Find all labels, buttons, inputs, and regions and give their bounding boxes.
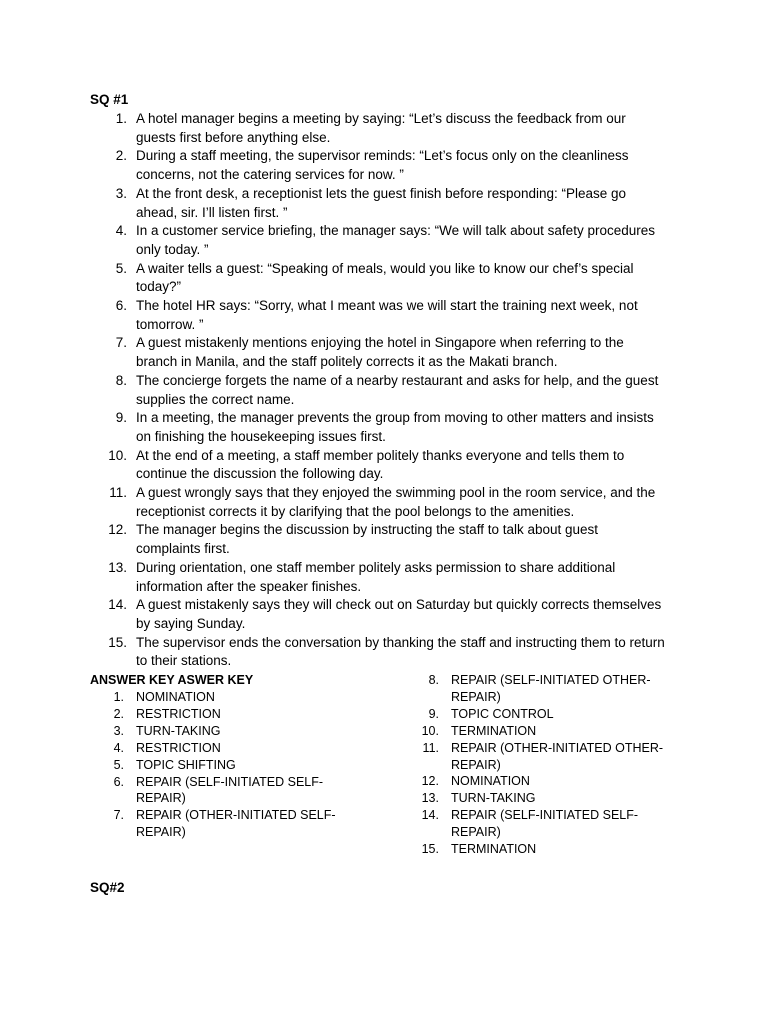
question-item-text-line: receptionist corrects it by clarifying that the pool belongs to the amenities.: [136, 503, 575, 519]
question-item-text-line: information after the speaker finishes.: [136, 578, 362, 594]
question-item: [90, 409, 690, 446]
answer-item-number: 7.: [113, 808, 124, 823]
answer-item: [90, 723, 390, 740]
question-item-text-line: At the front desk, a receptionist lets the guest finish before responding: “Please go: [136, 185, 627, 201]
question-item-text-line: The concierge forgets the name of a nearby restaurant and asks for help, and the guest: [136, 372, 659, 388]
question-item-text-line: complaints first.: [136, 541, 230, 557]
question-item-text-line: A guest wrongly says that they enjoyed the swimming pool in the room service, and the: [136, 485, 656, 501]
sq2-heading: SQ#2: [90, 880, 125, 895]
answer-item-number: 5.: [113, 757, 124, 772]
question-item: [90, 297, 690, 334]
question-item-number: 14.: [108, 597, 127, 613]
question-item-number: 13.: [108, 559, 127, 575]
answer-item-text-line: TERMINATION: [451, 842, 537, 857]
answer-item-number: 12.: [421, 774, 439, 789]
answer-item-text-line: REPAIR (SELF-INITIATED OTHER-: [451, 673, 651, 687]
answer-item: [405, 723, 705, 740]
answer-item: [405, 790, 705, 807]
answer-item-text-line: RESTRICTION: [136, 706, 221, 721]
answer-item-number: 15.: [421, 842, 439, 857]
answer-item-text-line: REPAIR): [451, 689, 501, 704]
question-item: [90, 222, 690, 259]
question-item: [90, 185, 690, 222]
question-item: [90, 447, 690, 484]
answer-item: [90, 774, 390, 808]
question-item-number: 10.: [108, 447, 127, 463]
answer-item: [90, 706, 390, 723]
answer-item-text-line: NOMINATION: [451, 774, 530, 789]
question-item: [90, 147, 690, 184]
answer-item-number: 2.: [113, 706, 124, 721]
answer-item-number: 9.: [428, 706, 439, 721]
answer-item: [90, 807, 390, 841]
answer-item-text-line: TURN-TAKING: [451, 791, 536, 806]
question-item-text-line: on finishing the housekeeping issues first.: [136, 428, 386, 444]
answer-item: [90, 689, 390, 706]
question-item-text-line: In a meeting, the manager prevents the group from moving to other matters and insists: [136, 410, 654, 426]
question-item-text-line: The supervisor ends the conversation by thanking the staff and instructing them to return: [136, 634, 665, 650]
question-item-text-line: continue the discussion the following day.: [136, 466, 384, 482]
question-item-text-line: At the end of a meeting, a staff member politely thanks everyone and tells them to: [136, 447, 625, 463]
question-item-number: 3.: [115, 185, 127, 201]
answer-item-text-line: RESTRICTION: [136, 740, 221, 755]
question-item-text-line: by saying Sunday.: [136, 615, 246, 631]
question-item-number: 7.: [115, 335, 127, 351]
answer-item: [405, 807, 705, 841]
question-item-text-line: ahead, sir. I’ll listen first. ”: [136, 204, 288, 220]
answer-item-text-line: TOPIC CONTROL: [451, 706, 554, 721]
answer-key-right-column: [405, 672, 705, 858]
sq1-heading: SQ #1: [90, 92, 129, 107]
question-item-text-line: branch in Manila, and the staff politely corrects it as the Makati branch.: [136, 354, 558, 370]
answer-item-number: 11.: [422, 740, 439, 755]
question-item: [90, 334, 690, 371]
question-item: [90, 634, 690, 671]
question-item-number: 4.: [115, 223, 127, 239]
question-list: [90, 110, 690, 671]
answer-item-text-line: REPAIR (OTHER-INITIATED OTHER-: [451, 740, 664, 755]
answer-item-text-line: NOMINATION: [136, 690, 215, 704]
answer-item-number: 3.: [113, 723, 124, 738]
answer-item-number: 6.: [113, 774, 124, 789]
answer-item-number: 1.: [113, 690, 124, 704]
question-item-text-line: During orientation, one staff member politely asks permission to share additional: [136, 559, 616, 575]
answer-item-text-line: TERMINATION: [451, 723, 537, 738]
question-item-text-line: During a staff meeting, the supervisor reminds: “Let’s focus only on the cleanliness: [136, 148, 629, 164]
answer-item-number: 13.: [421, 791, 439, 806]
answer-item-number: 14.: [421, 808, 439, 823]
answer-key-left-column: [90, 689, 390, 841]
question-item-number: 1.: [115, 111, 127, 126]
answer-item-text-line: REPAIR (SELF-INITIATED SELF-: [451, 808, 639, 823]
question-item-number: 15.: [108, 634, 127, 650]
question-item-number: 2.: [115, 148, 127, 164]
answer-item-text-line: TURN-TAKING: [136, 723, 221, 738]
answer-item: [405, 740, 705, 774]
question-item-text-line: tomorrow. ”: [136, 316, 204, 332]
question-item-number: 9.: [115, 410, 127, 426]
answer-item-number: 10.: [421, 723, 439, 738]
answer-item-text-line: REPAIR): [451, 825, 501, 840]
answer-item: [90, 757, 390, 774]
answer-item-number: 4.: [113, 740, 124, 755]
question-item-text-line: to their stations.: [136, 653, 232, 669]
answer-item: [90, 740, 390, 757]
question-item-text-line: A hotel manager begins a meeting by saying: “Let’s discuss the feedback from our: [136, 111, 626, 126]
question-item-text-line: supplies the correct name.: [136, 391, 295, 407]
question-item: [90, 521, 690, 558]
answer-item-text-line: REPAIR): [451, 757, 501, 772]
question-item: [90, 484, 690, 521]
question-item: [90, 596, 690, 633]
answer-item-text-line: REPAIR): [136, 825, 186, 840]
answer-item-number: 8.: [428, 673, 439, 687]
question-item: [90, 110, 690, 147]
answer-item-text-line: REPAIR (SELF-INITIATED SELF-: [136, 774, 324, 789]
question-item-text-line: concerns, not the catering services for now. ”: [136, 167, 404, 183]
question-item-text-line: A guest mistakenly mentions enjoying the hotel in Singapore when referring to the: [136, 335, 624, 351]
answer-item-text-line: REPAIR (OTHER-INITIATED SELF-: [136, 808, 336, 823]
question-item-number: 5.: [115, 260, 127, 276]
question-item-number: 11.: [109, 485, 127, 501]
question-item-text-line: The manager begins the discussion by instructing the staff to talk about guest: [136, 522, 599, 538]
question-item-number: 8.: [115, 372, 127, 388]
question-item-text-line: In a customer service briefing, the manager says: “We will talk about safety procedures: [136, 223, 655, 239]
question-item-text-line: A waiter tells a guest: “Speaking of meals, would you like to know our chef’s special: [136, 260, 634, 276]
question-item-text-line: today?”: [136, 279, 182, 295]
question-item-text-line: The hotel HR says: “Sorry, what I meant was we will start the training next week, not: [136, 298, 638, 314]
question-item-text-line: only today. ”: [136, 241, 209, 257]
answer-item-text-line: TOPIC SHIFTING: [136, 757, 236, 772]
answer-item: [405, 706, 705, 723]
question-item-number: 12.: [108, 522, 127, 538]
question-item-text-line: A guest mistakenly says they will check out on Saturday but quickly corrects themselves: [136, 597, 662, 613]
answer-item: [405, 672, 705, 706]
question-item-number: 6.: [115, 298, 127, 314]
answer-item: [405, 773, 705, 790]
question-item-text-line: guests first before anything else.: [136, 129, 331, 145]
question-item: [90, 372, 690, 409]
answer-item-text-line: REPAIR): [136, 791, 186, 806]
question-item: [90, 260, 690, 297]
question-item: [90, 559, 690, 596]
answer-key-heading: ANSWER KEY ASWER KEY: [90, 673, 254, 687]
answer-item: [405, 841, 705, 858]
